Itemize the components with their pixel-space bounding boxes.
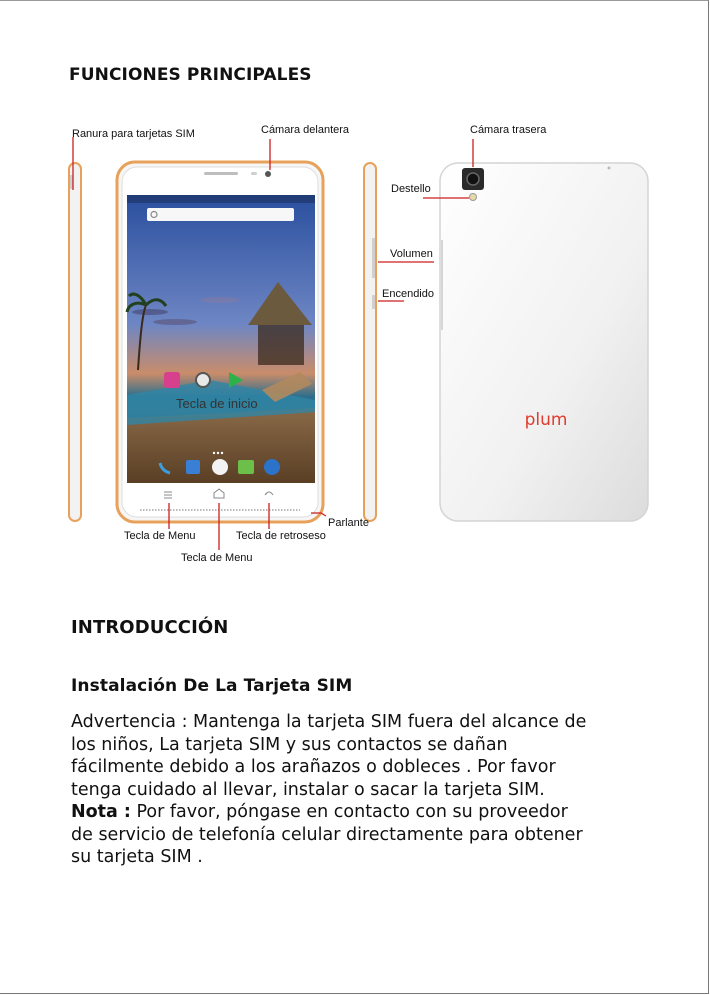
volume-button [372, 238, 375, 278]
right-side-profile [364, 163, 376, 521]
earpiece [204, 172, 238, 175]
section-heading-funciones: FUNCIONES PRINCIPALES [69, 65, 312, 85]
brand-logo: plum [524, 410, 568, 430]
nota-line-1 [71, 801, 671, 824]
front-tablet [117, 162, 323, 522]
label-tecla-retroseso: Tecla de retroseso [236, 530, 326, 542]
label-tecla-menu-left: Tecla de Menu [124, 530, 196, 542]
label-tecla-inicio: Tecla de inicio [176, 396, 258, 411]
back-tablet [440, 163, 648, 521]
front-camera-dot [265, 171, 271, 177]
nota-line-2: de servicio de telefonía celular directamente para obtener [71, 824, 583, 845]
screen-camera-app-icon [196, 373, 210, 387]
advertencia-line-1: Advertencia : Mantenga la tarjeta SIM fuera del alcance de [71, 712, 587, 732]
screen-contacts-icon [186, 460, 200, 474]
rear-camera-lens [467, 173, 479, 185]
label-tecla-menu-bottom: Tecla de Menu [181, 552, 253, 564]
screen-apps-icon [212, 459, 228, 475]
screen-search-bar [147, 208, 294, 221]
screen-messages-icon [238, 460, 254, 474]
advertencia-line-2: los niños, La tarjeta SIM y sus contactos se dañan [71, 734, 508, 755]
nota-text-first: Por favor, póngase en contacto con su proveedor [130, 802, 568, 822]
power-button [372, 295, 375, 309]
label-destello: Destello [391, 183, 431, 195]
advertencia-line-3: fácilmente debido a los arañazos o dobleces . Por favor [71, 757, 556, 777]
section-heading-introduccion: INTRODUCCIÓN [71, 617, 229, 638]
label-parlante: Parlante [328, 517, 369, 529]
screen-gallery-icon [164, 372, 180, 388]
label-ranura-sim: Ranura para tarjetas SIM [72, 128, 195, 140]
nota-line-3: su tarjeta SIM . [71, 847, 203, 867]
label-encendido: Encendido [382, 288, 434, 300]
nota-label: Nota : [71, 802, 131, 822]
label-camara-trasera: Cámara trasera [470, 124, 547, 136]
body-paragraph [71, 711, 671, 869]
left-side-profile [69, 163, 81, 521]
subheading-instalacion-sim: Instalación De La Tarjeta SIM [71, 676, 353, 696]
advertencia-line-4: tenga cuidado al llevar, instalar o sacar la tarjeta SIM. [71, 779, 545, 800]
screen-browser-icon [264, 459, 280, 475]
label-volumen: Volumen [390, 248, 433, 260]
flash-icon [470, 194, 477, 201]
label-camara-delantera: Cámara delantera [261, 124, 350, 136]
